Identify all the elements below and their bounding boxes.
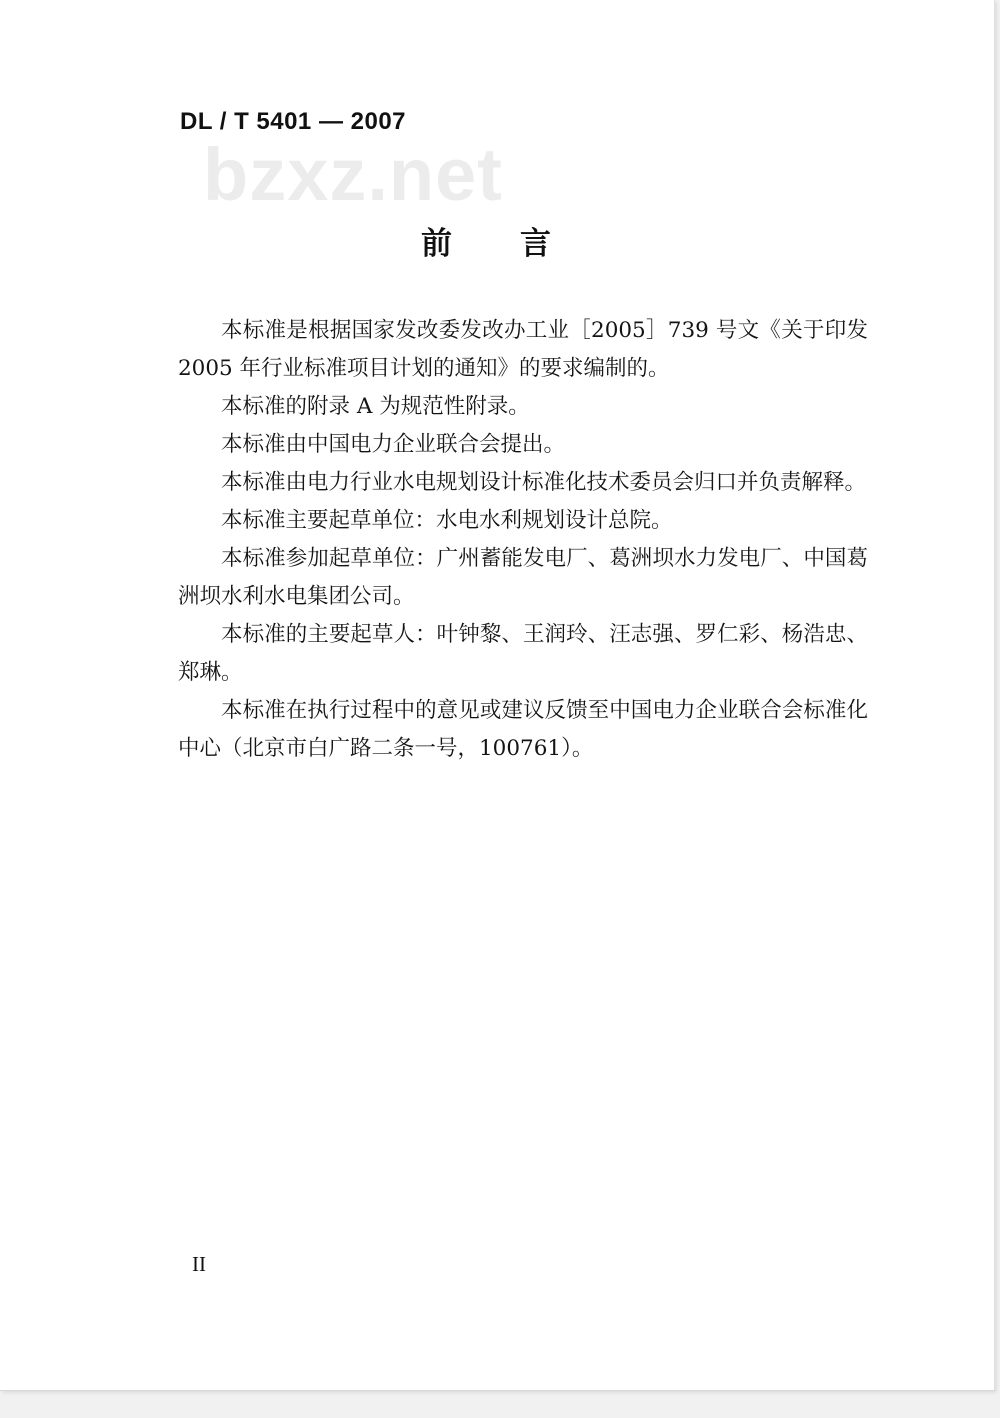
paragraph: 本标准参加起草单位：广州蓄能发电厂、葛洲坝水力发电厂、中国葛洲坝水利水电集团公司。 bbox=[178, 546, 868, 609]
paragraph: 本标准是根据国家发改委发改办工业［2005］739 号文《关于印发 2005 年行业标准项目计划的通知》的要求编制的。 bbox=[178, 318, 868, 381]
paragraph: 本标准由电力行业水电规划设计标准化技术委员会归口并负责解释。 bbox=[221, 470, 867, 495]
paragraph: 本标准由中国电力企业联合会提出。 bbox=[221, 432, 566, 457]
paragraph: 本标准的附录 A 为规范性附录。 bbox=[221, 394, 530, 419]
paragraph: 本标准主要起草单位：水电水利规划设计总院。 bbox=[221, 508, 673, 533]
paragraph: 本标准在执行过程中的意见或建议反馈至中国电力企业联合会标准化中心（北京市白广路二条一号，100761）。 bbox=[178, 698, 868, 761]
watermark: bzxz.net bbox=[203, 133, 503, 216]
paragraph: 本标准的主要起草人：叶钟黎、王润玲、汪志强、罗仁彩、杨浩忠、郑琳。 bbox=[178, 622, 868, 685]
page-number: II bbox=[192, 1252, 206, 1276]
foreword-body bbox=[178, 312, 868, 768]
standard-code: DL / T 5401 — 2007 bbox=[180, 108, 407, 135]
page-title: 前言 bbox=[421, 226, 619, 262]
